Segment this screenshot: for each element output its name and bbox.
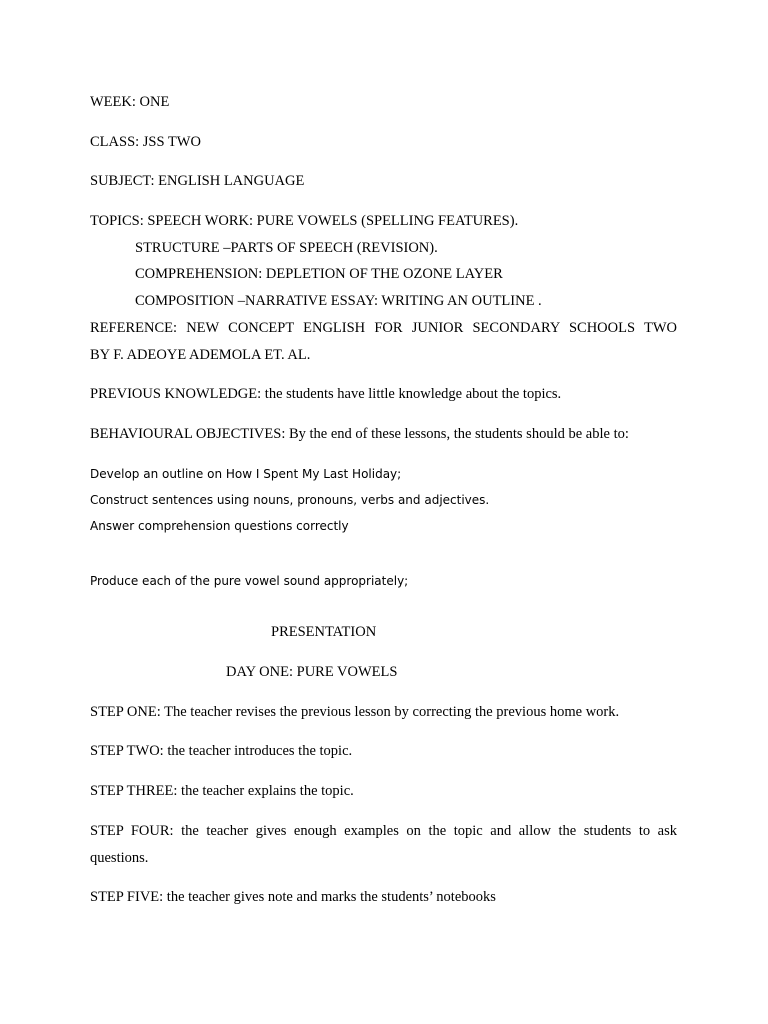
step-four-line-1: STEP FOUR: the teacher gives enough examples on the topic and allow the students to ask xyxy=(90,823,677,839)
objective-item: Construct sentences using nouns, pronouns, verbs and adjectives. xyxy=(90,493,490,507)
topics-structure: STRUCTURE –PARTS OF SPEECH (REVISION). xyxy=(135,240,438,256)
behavioural-objectives: BEHAVIOURAL OBJECTIVES: By the end of these lessons, the students should be able to: xyxy=(90,426,629,442)
step-three: STEP THREE: the teacher explains the topic. xyxy=(90,783,354,799)
presentation-heading: PRESENTATION xyxy=(271,624,377,640)
class-line: CLASS: JSS TWO xyxy=(90,134,201,150)
topics-speech-work: TOPICS: SPEECH WORK: PURE VOWELS (SPELLING FEATURES). xyxy=(90,213,519,229)
step-four-line-2: questions. xyxy=(90,850,149,866)
step-five: STEP FIVE: the teacher gives note and marks the students’ notebooks xyxy=(90,889,496,905)
topics-comprehension: COMPREHENSION: DEPLETION OF THE OZONE LAYER xyxy=(135,266,503,282)
objective-item: Produce each of the pure vowel sound appropriately; xyxy=(90,574,409,588)
reference-line-1: REFERENCE: NEW CONCEPT ENGLISH FOR JUNIOR SECONDARY SCHOOLS TWO xyxy=(90,320,677,336)
step-two: STEP TWO: the teacher introduces the topic. xyxy=(90,743,353,759)
day-one-heading: DAY ONE: PURE VOWELS xyxy=(226,664,398,680)
reference-line-2: BY F. ADEOYE ADEMOLA ET. AL. xyxy=(90,347,311,363)
week-line: WEEK: ONE xyxy=(90,94,170,110)
topics-composition: COMPOSITION –NARRATIVE ESSAY: WRITING AN OUTLINE . xyxy=(135,293,542,309)
previous-knowledge: PREVIOUS KNOWLEDGE: the students have little knowledge about the topics. xyxy=(90,386,562,402)
step-one: STEP ONE: The teacher revises the previous lesson by correcting the previous home work. xyxy=(90,704,620,720)
objective-item: Develop an outline on How I Spent My Last Holiday; xyxy=(90,467,402,481)
objective-item: Answer comprehension questions correctly xyxy=(90,519,349,533)
subject-line: SUBJECT: ENGLISH LANGUAGE xyxy=(90,173,305,189)
